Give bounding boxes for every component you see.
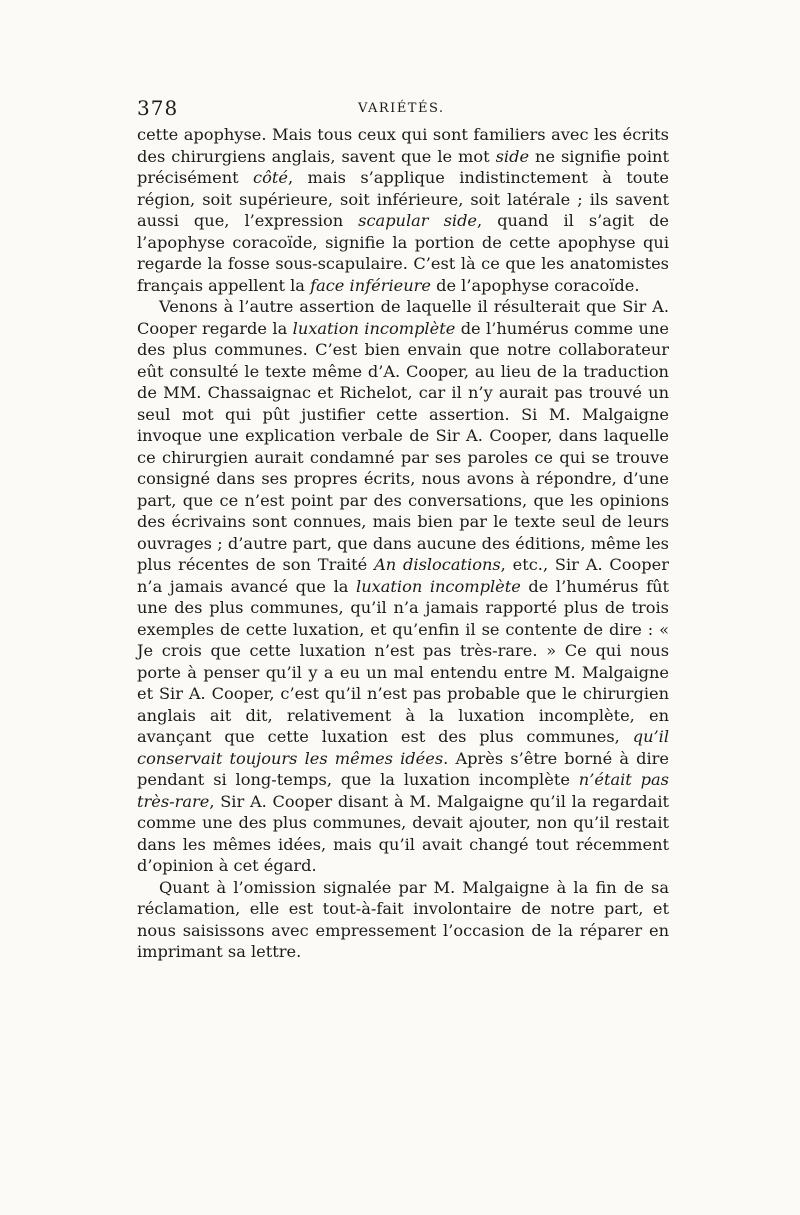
text-segment: Venons à l’autre assertion de laquelle il résulterait que Sir A. Cooper regarde la (137, 297, 669, 338)
paragraph-2 (137, 296, 669, 877)
italic-segment: An dislocations (374, 555, 501, 574)
italic-segment: côté (253, 168, 288, 187)
italic-segment: luxation incomplète (292, 318, 456, 338)
italic-segment: side (495, 146, 530, 166)
text-segment: , Sir A. Cooper disant à M. Malgaigne qu’il la regardait comme une des plus communes, devait ajouter, non qu’il restait dans les mêmes idées, mais qu’il avait changé tout récemment d’opinion à cet égard. (137, 791, 669, 875)
text-segment: de l’humérus fût une des plus communes, qu’il n’a jamais rapporté plus de trois exemples de cette luxation, et qu’enfin il se contente de dire : « Je crois que cette luxation n’est pas très-rare. » Ce qui nous porte à penser qu’il y a eu un mal entendu entre M. Malgaigne et Sir A. Cooper, c’est qu’il n’est pas probable que le chirurgien anglais ait dit, relativement à la luxation incomplète, en avançant que cette luxation est des plus communes, (137, 576, 669, 746)
text-segment: de l’humérus comme une des plus communes. C’est bien envain que notre collaborateur eût consulté le texte même d’A. Cooper, au lieu de la traduction de MM. Chassaignac et Richelot, car il n’y aurait pas trouvé un seul mot qui pût justifier cette assertion. Si M. Malgaigne invoque une explication verbale de Sir A. Cooper, dans laquelle ce chirurgien aurait condamné par ses paroles ce qui se trouve consigné dans ses propres écrits, nous avons à répondre, d’une part, que ce n’est point par des conversations, que les opinions des écrivains sont connues, mais bien par le texte seul de leurs ouvrages ; d’autre part, que dans aucune des éditions, même les plus récentes de son Traité (137, 318, 669, 574)
italic-segment: n’était pas très-rare (137, 770, 669, 811)
text-segment: . Après s’être borné à dire pendant si long-temps, que la luxation incomplète (137, 748, 669, 789)
text-segment: , quand il s’agit de l’apophyse coracoïde, signifie la portion de cette apophyse qui regarde la fosse sous-scapulaire. C’est là ce que les anatomistes français appellent la (137, 211, 669, 295)
text-segment: cette apophyse. Mais tous ceux qui sont familiers avec les écrits des chirurgiens anglais, savent que le mot (137, 125, 669, 166)
text-segment: , etc., Sir A. Cooper n’a jamais avancé que la (137, 555, 669, 596)
book-page (137, 94, 669, 963)
paragraph-1 (137, 124, 669, 296)
italic-segment: face inférieure (310, 275, 431, 295)
text-segment: , mais s’applique indistinctement à toute région, soit supérieure, soit inférieure, soit latérale ; ils savent aussi que, l’expression (137, 168, 669, 230)
italic-segment: scapular side (358, 211, 478, 230)
body-text (137, 124, 669, 963)
italic-segment: luxation incomplète (356, 576, 521, 596)
text-segment: de l’apophyse coracoïde. (430, 275, 640, 295)
paragraph-3 (137, 877, 669, 963)
running-head: VARIÉTÉS. (358, 101, 445, 116)
text-segment: ne signifie point précisément (137, 146, 669, 187)
italic-segment: qu’il conservait toujours les mêmes idées (137, 727, 669, 768)
page-number: 378 (137, 96, 179, 120)
text-segment: Quant à l’omission signalée par M. Malgaigne à la fin de sa réclamation, elle est tout-à-fait involontaire de notre part, et nous saisissons avec empressement l’occasion de la réparer en imprimant sa lettre. (137, 877, 669, 961)
page-header (137, 94, 669, 124)
